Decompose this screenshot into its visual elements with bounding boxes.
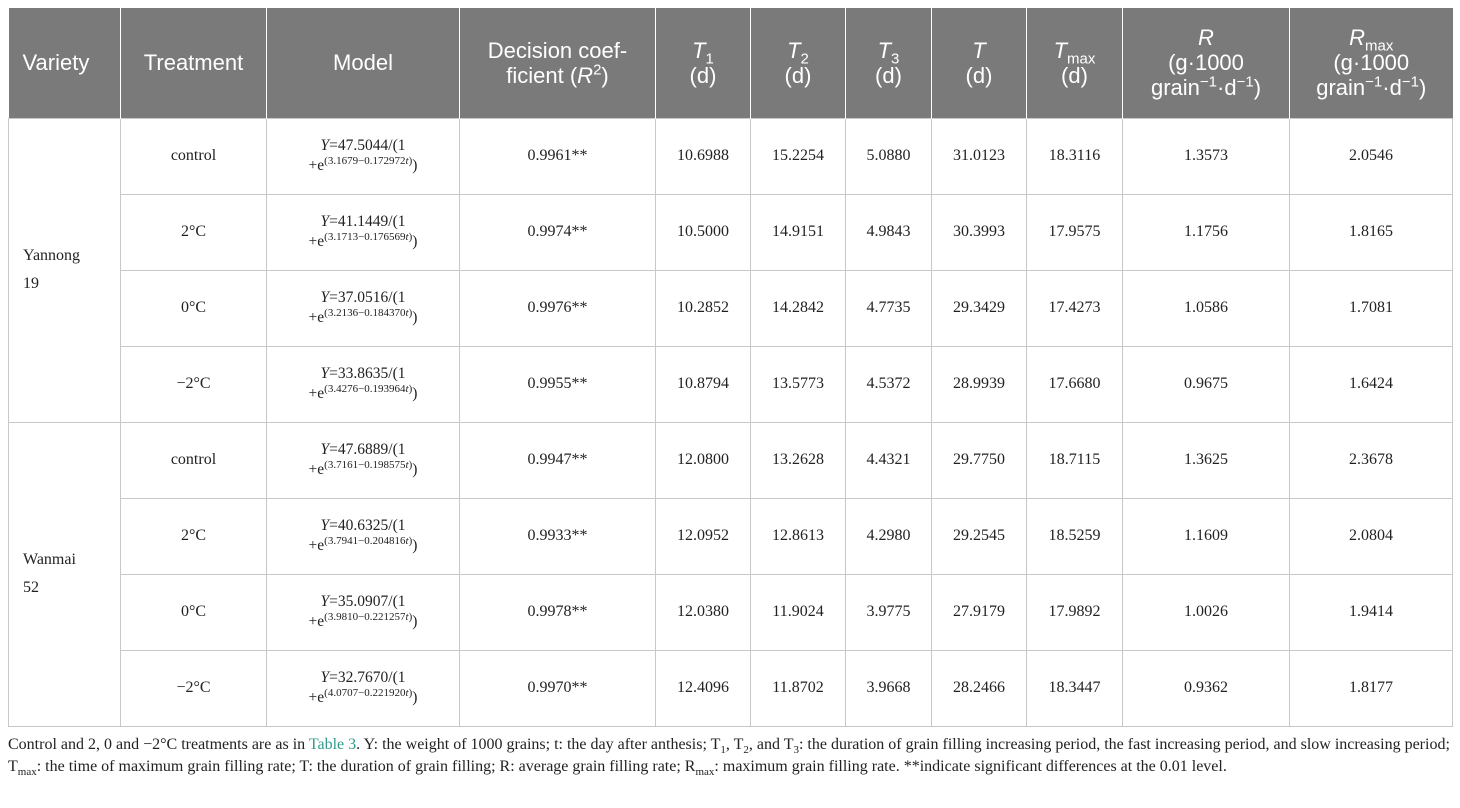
model-cell: Y=41.1449/(1 $+e^{(3.1713-0.176569t)}$) (267, 194, 460, 270)
header-t: T (d) (932, 8, 1027, 118)
table-row (9, 118, 1453, 194)
treatment-cell: −2°C (121, 650, 267, 726)
results-table (8, 8, 1453, 727)
header-t2: $T_2$ (d) (751, 8, 846, 118)
model-cell: Y=37.0516/(1 $+e^{(3.2136-0.184370t)}$) (267, 270, 460, 346)
table-row (9, 194, 1453, 270)
t-cell: 30.3993 (932, 194, 1027, 270)
treatment-cell: 0°C (121, 270, 267, 346)
rmax-cell: 1.8165 (1290, 194, 1453, 270)
header-t3: $T_3$ (d) (846, 8, 932, 118)
t3-cell: 3.9775 (846, 574, 932, 650)
header-tmax: $T_{max}$ (d) (1027, 8, 1123, 118)
r-cell: 1.3573 (1123, 118, 1290, 194)
r2-cell: 0.9955** (460, 346, 656, 422)
table-3-link[interactable]: Table 3 (308, 736, 357, 753)
tmax-cell: 18.3447 (1027, 650, 1123, 726)
t-cell: 28.9939 (932, 346, 1027, 422)
t3-cell: 4.7735 (846, 270, 932, 346)
header-rmax: $R_{max}$ (g·1000 $grain^{-1}\cdot d^{-1}$) (1290, 8, 1453, 118)
r2-cell: 0.9933** (460, 498, 656, 574)
header-decision-coefficient: Decision coef- ficient $(R^2)$ (460, 8, 656, 118)
t1-cell: 12.0380 (656, 574, 751, 650)
rmax-cell: 1.7081 (1290, 270, 1453, 346)
r-cell: 1.3625 (1123, 422, 1290, 498)
model-cell: Y=47.5044/(1 $+e^{(3.1679-0.172972t)}$) (267, 118, 460, 194)
r-cell: 0.9362 (1123, 650, 1290, 726)
table-row (9, 498, 1453, 574)
table-footnote: Control and 2, 0 and −2°C treatments are as in Table 3. Y: the weight of 1000 grains; t: the day after anthesis; $T_1$, $T_2$, and $T_3$: the duration of grain filling increasing period, the fast increasing period, and slow increasing period; $T_{max}$: the time of maximum grain filling rate; T: the duration of grain filling; R: average grain filling rate; $R_{max}$: maximum grain filling rate. **indicate significant differences at the 0.01 level. (8, 736, 1450, 779)
rmax-cell: 1.8177 (1290, 650, 1453, 726)
tmax-cell: 17.9575 (1027, 194, 1123, 270)
t2-cell: 14.2842 (751, 270, 846, 346)
t1-cell: 10.6988 (656, 118, 751, 194)
rmax-cell: 2.3678 (1290, 422, 1453, 498)
t-cell: 29.3429 (932, 270, 1027, 346)
variety-cell: Wanmai 52 (9, 422, 121, 726)
header-r: R (g·1000 $grain^{-1}\cdot d^{-1}$) (1123, 8, 1290, 118)
t2-cell: 11.9024 (751, 574, 846, 650)
table-header (9, 8, 1453, 118)
rmax-cell: 2.0804 (1290, 498, 1453, 574)
t1-cell: 12.0800 (656, 422, 751, 498)
table-body (9, 118, 1453, 726)
t3-cell: 4.9843 (846, 194, 932, 270)
t3-cell: 3.9668 (846, 650, 932, 726)
treatment-cell: 2°C (121, 498, 267, 574)
t2-cell: 14.9151 (751, 194, 846, 270)
treatment-cell: −2°C (121, 346, 267, 422)
t-cell: 29.7750 (932, 422, 1027, 498)
r-cell: 1.1609 (1123, 498, 1290, 574)
t1-cell: 10.5000 (656, 194, 751, 270)
header-model: Model (267, 8, 460, 118)
t1-cell: 10.8794 (656, 346, 751, 422)
r2-cell: 0.9976** (460, 270, 656, 346)
t3-cell: 5.0880 (846, 118, 932, 194)
table-row (9, 650, 1453, 726)
t1-cell: 12.0952 (656, 498, 751, 574)
r-cell: 1.0586 (1123, 270, 1290, 346)
r-cell: 1.0026 (1123, 574, 1290, 650)
t1-cell: 10.2852 (656, 270, 751, 346)
t-cell: 31.0123 (932, 118, 1027, 194)
treatment-cell: 0°C (121, 574, 267, 650)
header-variety: Variety (9, 8, 121, 118)
table-row (9, 574, 1453, 650)
t3-cell: 4.5372 (846, 346, 932, 422)
rmax-cell: 2.0546 (1290, 118, 1453, 194)
r2-cell: 0.9970** (460, 650, 656, 726)
r2-cell: 0.9947** (460, 422, 656, 498)
header-treatment: Treatment (121, 8, 267, 118)
t2-cell: 15.2254 (751, 118, 846, 194)
r2-cell: 0.9974** (460, 194, 656, 270)
t2-cell: 11.8702 (751, 650, 846, 726)
treatment-cell: control (121, 422, 267, 498)
t-cell: 28.2466 (932, 650, 1027, 726)
t-cell: 27.9179 (932, 574, 1027, 650)
r-cell: 0.9675 (1123, 346, 1290, 422)
model-cell: Y=47.6889/(1 $+e^{(3.7161-0.198575t)}$) (267, 422, 460, 498)
t-cell: 29.2545 (932, 498, 1027, 574)
t2-cell: 13.2628 (751, 422, 846, 498)
treatment-cell: 2°C (121, 194, 267, 270)
tmax-cell: 17.4273 (1027, 270, 1123, 346)
t2-cell: 12.8613 (751, 498, 846, 574)
rmax-cell: 1.9414 (1290, 574, 1453, 650)
table-row (9, 270, 1453, 346)
r2-cell: 0.9978** (460, 574, 656, 650)
tmax-cell: 18.5259 (1027, 498, 1123, 574)
model-cell: Y=35.0907/(1 $+e^{(3.9810-0.221257t)}$) (267, 574, 460, 650)
tmax-cell: 18.3116 (1027, 118, 1123, 194)
tmax-cell: 18.7115 (1027, 422, 1123, 498)
model-cell: Y=32.7670/(1 $+e^{(4.0707-0.221920t)}$) (267, 650, 460, 726)
t3-cell: 4.4321 (846, 422, 932, 498)
model-cell: Y=33.8635/(1 $+e^{(3.4276-0.193964t)}$) (267, 346, 460, 422)
header-row (9, 8, 1453, 118)
table-row (9, 422, 1453, 498)
model-cell: Y=40.6325/(1 $+e^{(3.7941-0.204816t)}$) (267, 498, 460, 574)
tmax-cell: 17.9892 (1027, 574, 1123, 650)
tmax-cell: 17.6680 (1027, 346, 1123, 422)
t2-cell: 13.5773 (751, 346, 846, 422)
table-row (9, 346, 1453, 422)
rmax-cell: 1.6424 (1290, 346, 1453, 422)
r2-cell: 0.9961** (460, 118, 656, 194)
variety-cell: Yannong 19 (9, 118, 121, 422)
header-t1: $T_1$ (d) (656, 8, 751, 118)
treatment-cell: control (121, 118, 267, 194)
t3-cell: 4.2980 (846, 498, 932, 574)
t1-cell: 12.4096 (656, 650, 751, 726)
r-cell: 1.1756 (1123, 194, 1290, 270)
